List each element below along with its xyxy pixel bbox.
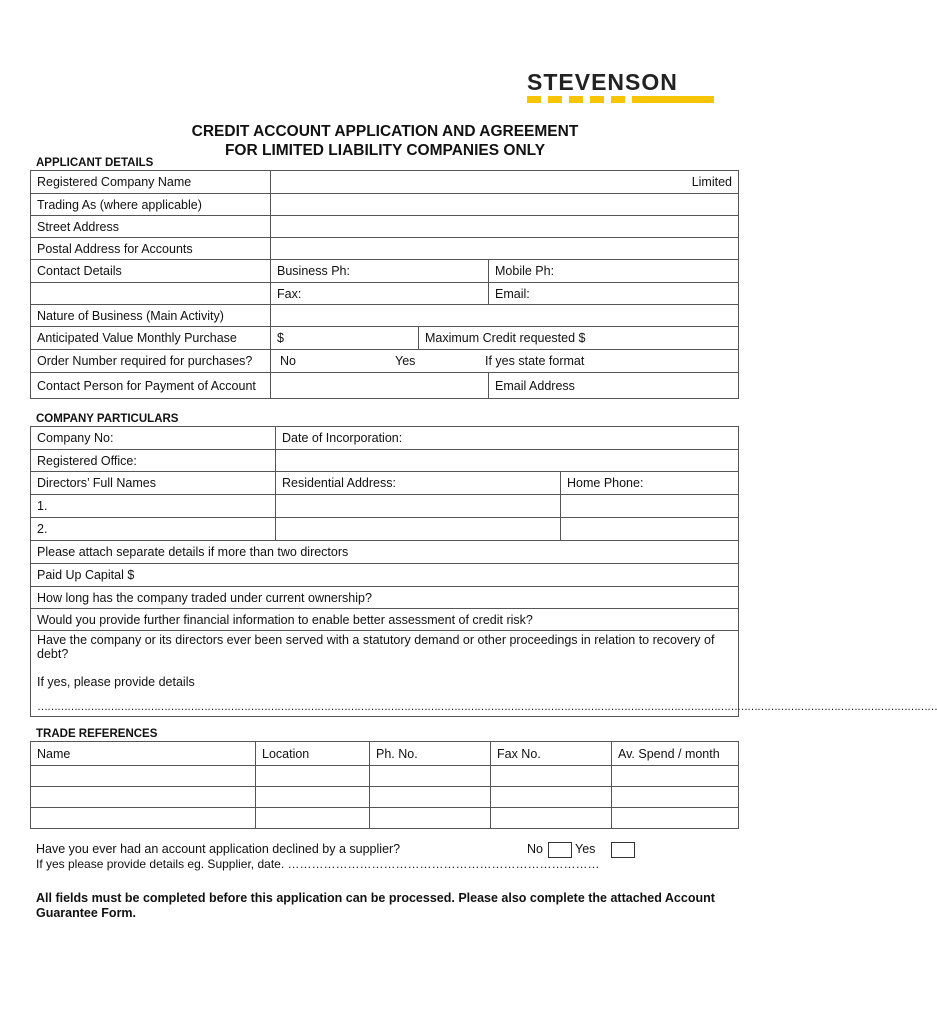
director-2-phone[interactable] [561,518,739,541]
col-av-spend: Av. Spend / month [612,742,739,766]
directors-names-label: Directors’ Full Names [31,472,276,495]
ref-cell[interactable] [491,766,612,787]
applicant-details-table [30,170,739,399]
table-row [31,787,739,808]
ref-cell[interactable] [491,808,612,829]
director-2-label: 2. [37,522,48,536]
table-row [31,766,739,787]
mobile-ph-field[interactable] [489,260,739,283]
how-long-label: How long has the company traded under current ownership? [37,590,372,605]
contact-details-blank [31,283,271,305]
form-title-line1: CREDIT ACCOUNT APPLICATION AND AGREEMENT [191,123,579,140]
paid-up-capital-label: Paid Up Capital $ [37,568,135,582]
email-label: Email: [495,286,530,301]
col-fax-no: Fax No. [491,742,612,766]
anticipated-value-field[interactable] [271,327,419,350]
col-ph-no: Ph. No. [370,742,491,766]
business-ph-label: Business Ph: [277,264,350,278]
date-incorporation-label: Date of Incorporation: [282,431,403,445]
residential-address-label: Residential Address: [276,472,561,495]
order-number-label: Order Number required for purchases? [31,350,271,373]
nature-of-business-label: Nature of Business (Main Activity) [31,305,271,327]
company-particulars-heading: COMPANY PARTICULARS [36,413,179,425]
how-long-field[interactable] [31,587,739,609]
registered-office-label: Registered Office: [31,450,276,472]
ref-cell[interactable] [491,787,612,808]
email-field[interactable] [489,283,739,305]
ref-cell[interactable] [256,766,370,787]
date-incorporation-field[interactable] [276,427,739,450]
logo-bars [527,96,715,103]
nature-of-business-field[interactable] [271,305,739,327]
fax-field[interactable] [271,283,489,305]
ref-cell[interactable] [256,808,370,829]
street-address-label: Street Address [31,216,271,238]
postal-address-label: Postal Address for Accounts [31,238,271,260]
home-phone-label: Home Phone: [561,472,739,495]
ref-cell[interactable] [256,787,370,808]
director-1-label: 1. [37,499,48,513]
email-address-label: Email Address [495,378,575,393]
company-no-label: Company No: [37,431,114,445]
order-no-option[interactable]: No [280,354,296,368]
declined-yes-checkbox[interactable] [611,842,635,858]
logo-text: STEVENSON [527,69,678,95]
ref-cell[interactable] [31,808,256,829]
statutory-demand-label: Have the company or its directors ever been served with a statutory demand or other proceedings in relation to recovery of debt? [37,633,715,661]
ref-cell[interactable] [612,787,739,808]
ref-cell[interactable] [31,787,256,808]
ref-cell[interactable] [612,766,739,787]
applicant-details-heading: APPLICANT DETAILS [36,157,154,169]
col-name: Name [31,742,256,766]
fax-label: Fax: [277,286,302,301]
paid-up-capital-field[interactable] [31,564,739,587]
details-dotted-line[interactable]: ……………………………………………………………………………………………………………………………………………………………………………………………………………………………………………… [37,701,937,713]
trading-as-field[interactable] [271,194,739,216]
stevenson-logo [527,70,715,103]
further-info-label: Would you provide further financial information to enable better assessment of credit risk? [37,612,533,627]
ref-cell[interactable] [612,808,739,829]
declined-details[interactable]: If yes please provide details eg. Supplier, date. …………………………………………………………………… [36,857,600,871]
anticipated-value-label: Anticipated Value Monthly Purchase [31,327,271,350]
if-yes-details-label: If yes, please provide details [37,675,195,689]
ref-cell[interactable] [370,808,491,829]
table-row [31,808,739,829]
contact-person-label: Contact Person for Payment of Account [31,373,271,399]
dollar-sign: $ [277,331,284,345]
registered-office-field[interactable] [276,450,739,472]
director-2-address[interactable] [276,518,561,541]
form-title-line2: FOR LIMITED LIABILITY COMPANIES ONLY [224,142,546,159]
company-no-field[interactable] [31,427,276,450]
director-1-field[interactable] [31,495,276,518]
ref-cell[interactable] [370,787,491,808]
company-particulars-table [30,426,937,717]
email-address-field[interactable] [489,373,739,399]
statutory-demand-field[interactable] [31,631,937,717]
completion-note: All fields must be completed before this application can be processed. Please also complete the attached Account Guarantee Form. [36,891,715,920]
order-yes-option[interactable]: Yes [395,354,416,368]
max-credit-field[interactable] [419,327,739,350]
col-location: Location [256,742,370,766]
declined-yes-label: Yes [575,842,596,856]
contact-person-field[interactable] [271,373,489,399]
ref-cell[interactable] [370,766,491,787]
street-address-field[interactable] [271,216,739,238]
trade-references-heading: TRADE REFERENCES [36,728,158,740]
further-info-field[interactable] [31,609,739,631]
declined-no-checkbox[interactable] [548,842,572,858]
ref-cell[interactable] [31,766,256,787]
order-number-field[interactable] [271,350,739,373]
contact-details-label: Contact Details [31,260,271,283]
trade-references-table [30,741,739,829]
director-1-address[interactable] [276,495,561,518]
trading-as-label: Trading As (where applicable) [31,194,271,216]
director-1-phone[interactable] [561,495,739,518]
if-yes-format-label: If yes state format [485,354,585,368]
business-ph-field[interactable] [271,260,489,283]
limited-suffix: Limited [691,175,732,189]
attach-details-note: Please attach separate details if more than two directors [31,541,739,564]
max-credit-label: Maximum Credit requested $ [425,331,586,345]
registered-company-label: Registered Company Name [31,171,271,194]
row-registered-company [31,171,739,194]
mobile-ph-label: Mobile Ph: [495,264,555,278]
declined-question: Have you ever had an account application declined by a supplier? [36,842,401,856]
director-2-field[interactable] [31,518,276,541]
registered-company-field[interactable] [271,171,739,194]
declined-no-label: No [527,842,543,856]
postal-address-field[interactable] [271,238,739,260]
